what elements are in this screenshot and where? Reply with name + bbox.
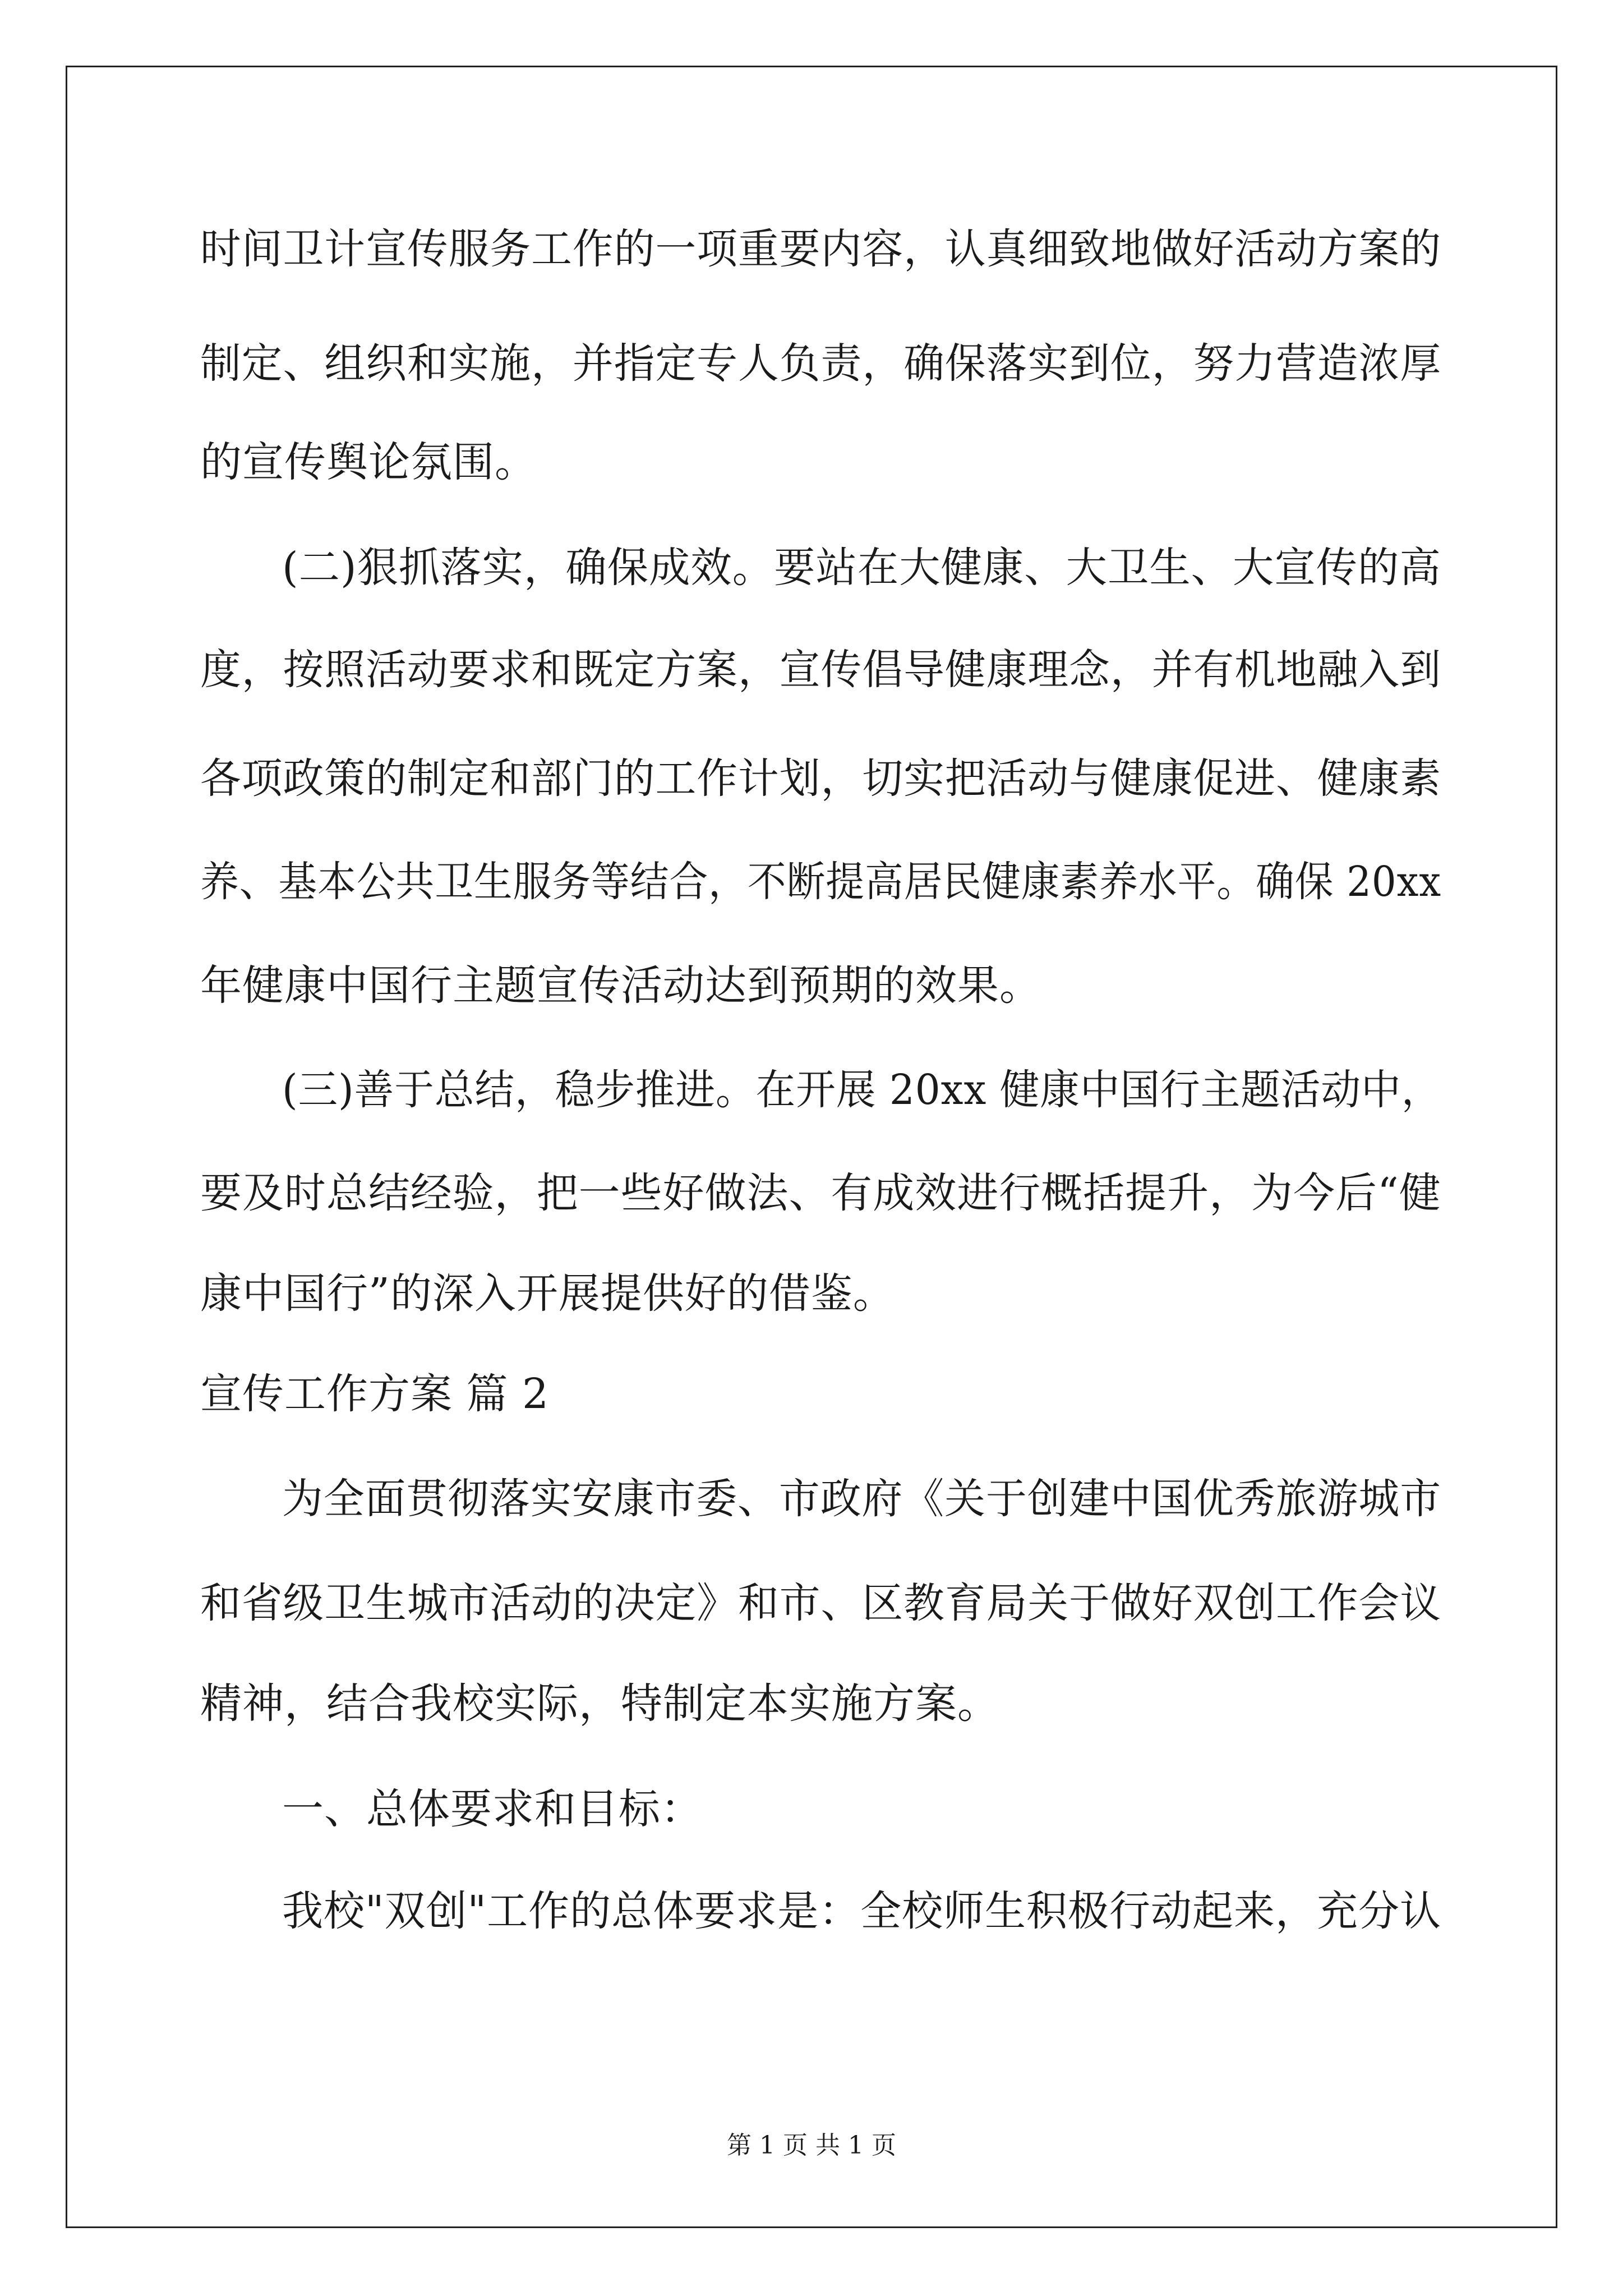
paragraph-2-line-5: 年健康中国行主题宣传活动达到预期的效果。 — [200, 961, 1041, 1010]
subheading-overall-requirements: 一、总体要求和目标： — [282, 1785, 703, 1833]
paragraph-3-line-3: 康中国行”的深入开展提供好的借鉴。 — [200, 1269, 895, 1318]
page-footer: 第 1 页 共 1 页 — [727, 2131, 896, 2160]
paragraph-2-line-3: 各项政策的制定和部门的工作计划，切实把活动与健康促进、健康素 — [200, 754, 1442, 803]
paragraph-2-line-2: 度，按照活动要求和既定方案，宣传倡导健康理念，并有机地融入到 — [200, 646, 1442, 694]
paragraph-3-line-2: 要及时总结经验，把一些好做法、有成效进行概括提升，为今后“健 — [200, 1169, 1441, 1217]
paragraph-1-line-2: 制定、组织和实施，并指定专人负责，确保落实到位，努力营造浓厚 — [200, 339, 1442, 388]
paragraph-3-line-1: (三)善于总结，稳步推进。在开展 20xx 健康中国行主题活动中， — [282, 1066, 1442, 1114]
paragraph-2-line-4: 养、基本公共卫生服务等结合，不断提高居民健康素养水平。确保 20xx — [200, 858, 1442, 906]
paragraph-5-line-1: 我校"双创"工作的总体要求是：全校师生积极行动起来，充分认 — [282, 1887, 1442, 1935]
section-heading: 宣传工作方案 篇 2 — [200, 1370, 550, 1418]
paragraph-1-line-3: 的宣传舆论氛围。 — [200, 438, 537, 486]
paragraph-4-line-1: 为全面贯彻落实安康市委、市政府《关于创建中国优秀旅游城市 — [282, 1475, 1442, 1523]
paragraph-1-line-1: 时间卫计宣传服务工作的一项重要内容，认真细致地做好活动方案的 — [200, 225, 1442, 273]
paragraph-2-line-1: (二)狠抓落实，确保成效。要站在大健康、大卫生、大宣传的高 — [282, 544, 1441, 592]
paragraph-4-line-2: 和省级卫生城市活动的决定》和市、区教育局关于做好双创工作会议 — [200, 1579, 1442, 1627]
paragraph-4-line-3: 精神，结合我校实际，特制定本实施方案。 — [200, 1680, 999, 1728]
